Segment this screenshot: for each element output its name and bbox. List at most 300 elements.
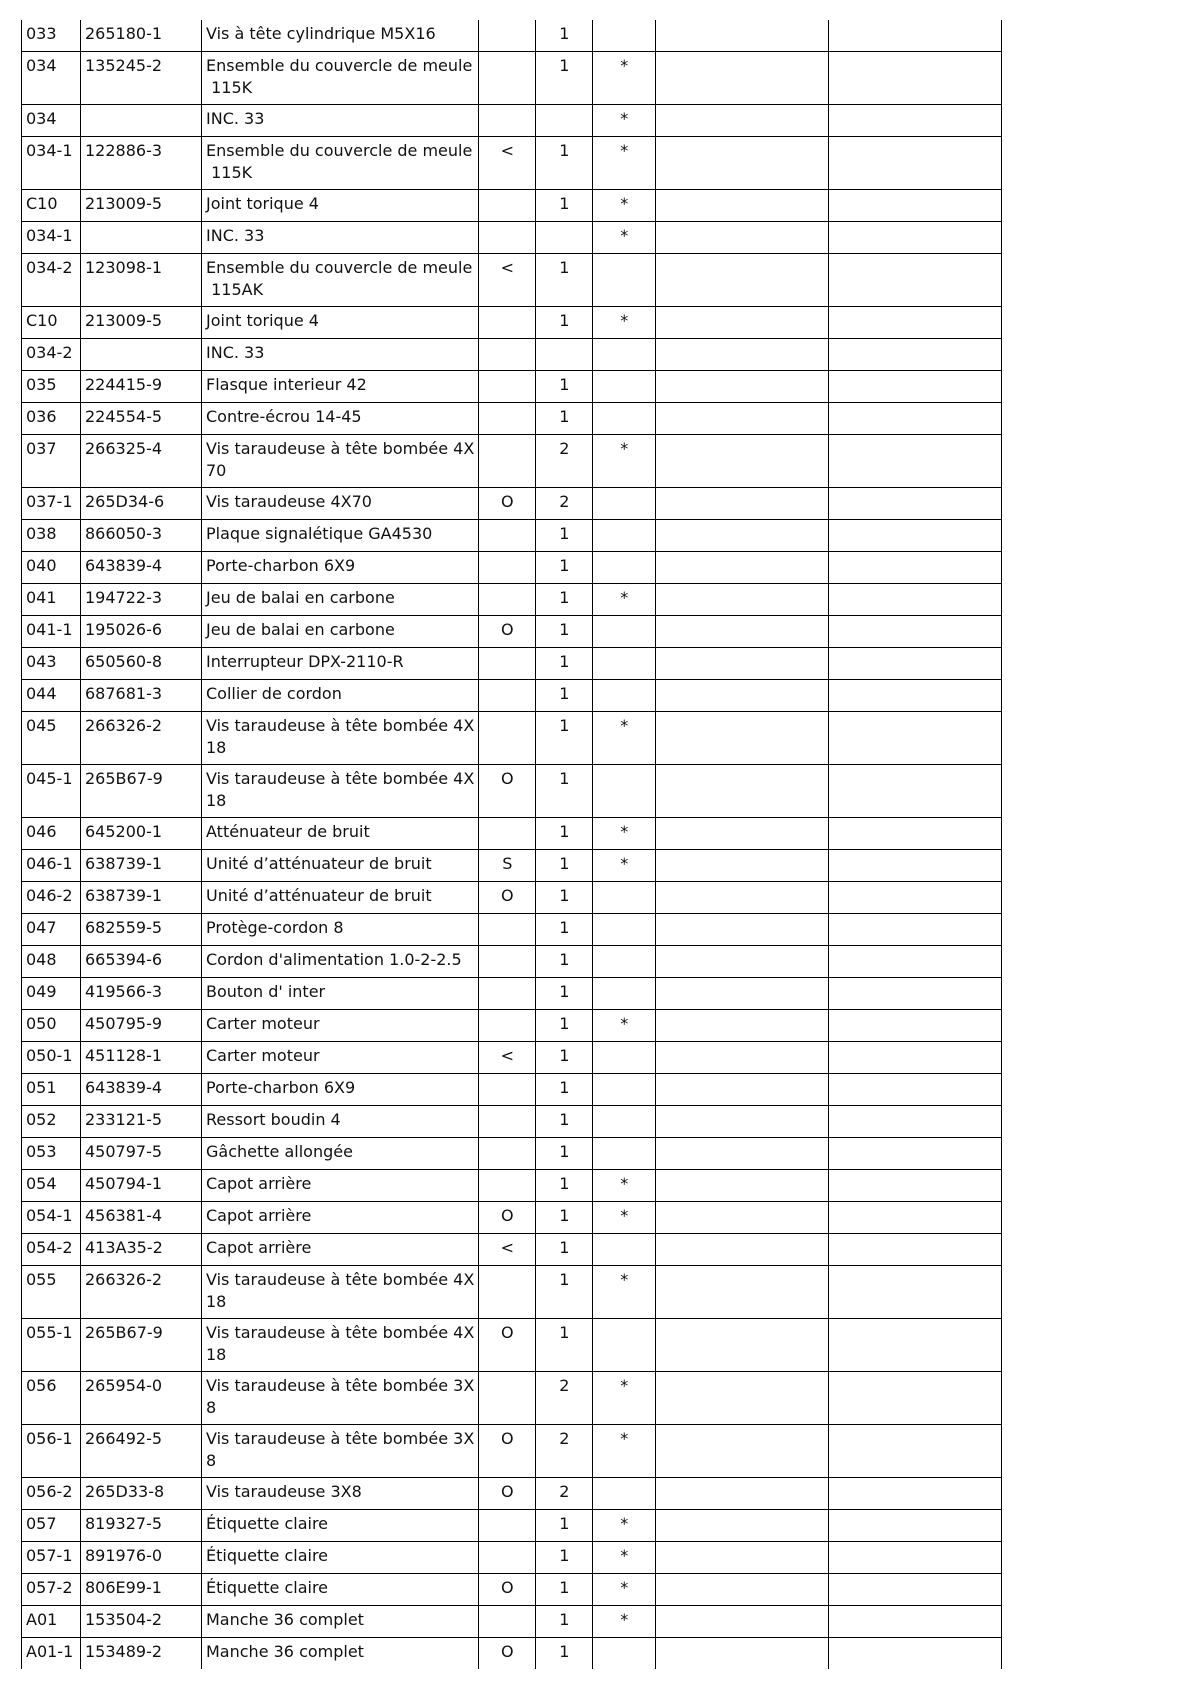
note-cell	[479, 914, 536, 946]
item-number-text: 038	[26, 524, 57, 543]
part-number-cell	[81, 584, 202, 616]
table-row	[22, 946, 1002, 978]
quantity-text: 1	[559, 56, 570, 75]
note-text	[483, 818, 531, 821]
quantity-text: 1	[559, 24, 570, 43]
flag-text: *	[620, 1376, 629, 1395]
blank-cell	[656, 1106, 829, 1138]
flag-text: *	[620, 1514, 629, 1533]
note-text	[483, 520, 531, 523]
description-text: Cordon d'alimentation 1.0-2-2.5	[206, 950, 462, 969]
flag-cell	[593, 584, 656, 616]
part-number-text: 213009-5	[85, 194, 163, 213]
quantity-cell	[536, 765, 593, 818]
blank-cell	[829, 435, 1002, 488]
description-text: Unité d’atténuateur de bruit	[206, 886, 432, 905]
quantity-cell	[536, 520, 593, 552]
note-text: <	[500, 141, 514, 160]
part-number-text: 643839-4	[85, 556, 163, 575]
blank-cell	[829, 488, 1002, 520]
part-number-cell	[81, 1542, 202, 1574]
table-row	[22, 1202, 1002, 1234]
flag-text: *	[620, 439, 629, 458]
quantity-cell	[536, 584, 593, 616]
description-text: Atténuateur de bruit	[206, 822, 370, 841]
flag-cell	[593, 339, 656, 371]
part-number-text: 643839-4	[85, 1078, 163, 1097]
blank-cell	[829, 850, 1002, 882]
quantity-cell	[536, 1074, 593, 1106]
part-number-text: 413A35-2	[85, 1238, 163, 1257]
flag-cell	[593, 1319, 656, 1372]
quantity-text	[540, 339, 588, 342]
description-text: Vis taraudeuse à tête bombée 4X 18	[206, 769, 475, 810]
item-number-cell	[22, 1010, 81, 1042]
description-cell	[202, 946, 479, 978]
part-number-cell	[81, 20, 202, 52]
blank-cell	[656, 222, 829, 254]
quantity-text: 1	[559, 684, 570, 703]
part-number-text: 195026-6	[85, 620, 163, 639]
description-text: Vis taraudeuse à tête bombée 4X 18	[206, 1323, 475, 1364]
table-row	[22, 552, 1002, 584]
item-number-cell	[22, 1234, 81, 1266]
description-cell	[202, 488, 479, 520]
table-row	[22, 1266, 1002, 1319]
note-text	[483, 712, 531, 715]
description-cell	[202, 339, 479, 371]
part-number-cell	[81, 371, 202, 403]
table-row	[22, 914, 1002, 946]
quantity-cell	[536, 978, 593, 1010]
description-cell	[202, 1106, 479, 1138]
quantity-text: 1	[559, 375, 570, 394]
blank-cell	[656, 488, 829, 520]
blank-cell	[829, 1074, 1002, 1106]
description-text: Collier de cordon	[206, 684, 342, 703]
item-number-cell	[22, 339, 81, 371]
note-text	[483, 914, 531, 917]
part-number-cell	[81, 946, 202, 978]
quantity-text: 1	[559, 822, 570, 841]
description-cell	[202, 52, 479, 105]
description-text: Vis taraudeuse à tête bombée 4X 18	[206, 716, 475, 757]
part-number-text: 645200-1	[85, 822, 163, 841]
table-row	[22, 254, 1002, 307]
item-number-cell	[22, 584, 81, 616]
item-number-text: 040	[26, 556, 57, 575]
table-row	[22, 1106, 1002, 1138]
item-number-text: 045	[26, 716, 57, 735]
description-cell	[202, 712, 479, 765]
quantity-cell	[536, 137, 593, 190]
part-number-cell	[81, 1574, 202, 1606]
blank-cell	[829, 307, 1002, 339]
item-number-cell	[22, 680, 81, 712]
flag-cell	[593, 765, 656, 818]
flag-text	[597, 1319, 651, 1322]
description-text: Vis taraudeuse 3X8	[206, 1482, 362, 1501]
blank-cell	[829, 1425, 1002, 1478]
quantity-text: 1	[559, 1206, 570, 1225]
item-number-text: 034-2	[26, 258, 73, 277]
part-number-cell	[81, 712, 202, 765]
description-text: Joint torique 4	[206, 194, 319, 213]
description-text: Gâchette allongée	[206, 1142, 353, 1161]
flag-cell	[593, 1266, 656, 1319]
blank-cell	[656, 1319, 829, 1372]
item-number-cell	[22, 1138, 81, 1170]
flag-text	[597, 1074, 651, 1077]
part-number-cell	[81, 520, 202, 552]
blank-cell	[656, 403, 829, 435]
flag-cell	[593, 371, 656, 403]
note-text	[483, 339, 531, 342]
table-row	[22, 616, 1002, 648]
flag-text: *	[620, 109, 629, 128]
note-text	[483, 1510, 531, 1513]
part-number-cell	[81, 339, 202, 371]
flag-cell	[593, 254, 656, 307]
blank-cell	[656, 1510, 829, 1542]
part-number-cell	[81, 403, 202, 435]
item-number-cell	[22, 20, 81, 52]
part-number-text: 265B67-9	[85, 1323, 163, 1342]
part-number-text: 456381-4	[85, 1206, 163, 1225]
note-cell	[479, 850, 536, 882]
item-number-text: 054-1	[26, 1206, 73, 1225]
quantity-text: 2	[559, 1429, 570, 1448]
flag-cell	[593, 307, 656, 339]
flag-text: *	[620, 1206, 629, 1225]
note-text	[483, 435, 531, 438]
part-number-text: 122886-3	[85, 141, 163, 160]
blank-cell	[829, 339, 1002, 371]
quantity-cell	[536, 1138, 593, 1170]
part-number-text: 891976-0	[85, 1546, 163, 1565]
blank-cell	[656, 978, 829, 1010]
description-cell	[202, 978, 479, 1010]
blank-cell	[656, 20, 829, 52]
description-text: Jeu de balai en carbone	[206, 620, 395, 639]
blank-cell	[829, 1234, 1002, 1266]
quantity-cell	[536, 1574, 593, 1606]
table-row	[22, 818, 1002, 850]
blank-cell	[656, 137, 829, 190]
quantity-text: 1	[559, 1174, 570, 1193]
part-number-cell	[81, 1510, 202, 1542]
part-number-text: 224415-9	[85, 375, 163, 394]
quantity-text: 1	[559, 1046, 570, 1065]
flag-cell	[593, 616, 656, 648]
blank-cell	[829, 105, 1002, 137]
description-text: Ensemble du couvercle de meule 115AK	[206, 258, 473, 299]
note-cell	[479, 190, 536, 222]
part-number-text: 194722-3	[85, 588, 163, 607]
table-row	[22, 648, 1002, 680]
quantity-text: 1	[559, 556, 570, 575]
description-cell	[202, 1319, 479, 1372]
item-number-cell	[22, 1042, 81, 1074]
description-text: Jeu de balai en carbone	[206, 588, 395, 607]
item-number-cell	[22, 254, 81, 307]
flag-cell	[593, 403, 656, 435]
description-text: Vis taraudeuse 4X70	[206, 492, 372, 511]
note-text: O	[500, 1323, 514, 1342]
part-number-cell	[81, 1042, 202, 1074]
table-row	[22, 712, 1002, 765]
description-cell	[202, 1138, 479, 1170]
note-text: S	[502, 854, 513, 873]
item-number-cell	[22, 552, 81, 584]
description-cell	[202, 1606, 479, 1638]
table-row	[22, 137, 1002, 190]
part-number-text: 266325-4	[85, 439, 163, 458]
item-number-text: 050	[26, 1014, 57, 1033]
table-row	[22, 1638, 1002, 1670]
note-text: O	[500, 886, 514, 905]
item-number-cell	[22, 1542, 81, 1574]
quantity-text	[540, 105, 588, 108]
blank-cell	[829, 190, 1002, 222]
quantity-text: 1	[559, 311, 570, 330]
flag-cell	[593, 1074, 656, 1106]
quantity-text: 1	[559, 141, 570, 160]
flag-cell	[593, 1234, 656, 1266]
item-number-cell	[22, 1266, 81, 1319]
blank-cell	[656, 1234, 829, 1266]
quantity-cell	[536, 680, 593, 712]
blank-cell	[829, 403, 1002, 435]
flag-text	[597, 1478, 651, 1481]
quantity-cell	[536, 105, 593, 137]
quantity-text: 2	[559, 1482, 570, 1501]
blank-cell	[656, 1138, 829, 1170]
description-cell	[202, 882, 479, 914]
description-cell	[202, 371, 479, 403]
part-number-text: 233121-5	[85, 1110, 163, 1129]
part-number-cell	[81, 882, 202, 914]
flag-text	[597, 339, 651, 342]
part-number-text: 265180-1	[85, 24, 163, 43]
note-cell	[479, 254, 536, 307]
note-text: O	[500, 1642, 514, 1661]
flag-text: *	[620, 854, 629, 873]
item-number-text: 057-2	[26, 1578, 73, 1597]
quantity-text: 1	[559, 982, 570, 1001]
table-row	[22, 520, 1002, 552]
part-number-cell	[81, 1138, 202, 1170]
quantity-text: 1	[559, 1078, 570, 1097]
quantity-cell	[536, 435, 593, 488]
item-number-text: 048	[26, 950, 57, 969]
note-text	[483, 1606, 531, 1609]
item-number-text: 055	[26, 1270, 57, 1289]
blank-cell	[656, 818, 829, 850]
blank-cell	[829, 1138, 1002, 1170]
quantity-cell	[536, 1106, 593, 1138]
note-cell	[479, 1074, 536, 1106]
quantity-text: 1	[559, 620, 570, 639]
table-row	[22, 1478, 1002, 1510]
part-number-text: 123098-1	[85, 258, 163, 277]
note-text	[483, 680, 531, 683]
blank-cell	[829, 137, 1002, 190]
blank-cell	[656, 1372, 829, 1425]
part-number-cell	[81, 680, 202, 712]
description-cell	[202, 105, 479, 137]
table-row	[22, 1074, 1002, 1106]
flag-cell	[593, 1010, 656, 1042]
item-number-cell	[22, 850, 81, 882]
table-row	[22, 1319, 1002, 1372]
part-number-cell	[81, 978, 202, 1010]
description-text: Ensemble du couvercle de meule 115K	[206, 56, 473, 97]
flag-text: *	[620, 1546, 629, 1565]
quantity-cell	[536, 1606, 593, 1638]
note-text: <	[500, 1238, 514, 1257]
blank-cell	[829, 520, 1002, 552]
quantity-cell	[536, 616, 593, 648]
note-text	[483, 978, 531, 981]
note-text: O	[500, 620, 514, 639]
blank-cell	[829, 648, 1002, 680]
blank-cell	[656, 1202, 829, 1234]
blank-cell	[656, 1638, 829, 1670]
part-number-text: 265D34-6	[85, 492, 165, 511]
quantity-cell	[536, 20, 593, 52]
flag-text	[597, 552, 651, 555]
description-cell	[202, 1234, 479, 1266]
note-text	[483, 946, 531, 949]
description-cell	[202, 616, 479, 648]
quantity-cell	[536, 222, 593, 254]
quantity-text: 1	[559, 524, 570, 543]
flag-text	[597, 1234, 651, 1237]
table-row	[22, 1606, 1002, 1638]
blank-cell	[829, 946, 1002, 978]
flag-cell	[593, 882, 656, 914]
item-number-text: 056-2	[26, 1482, 73, 1501]
flag-cell	[593, 1606, 656, 1638]
blank-cell	[656, 52, 829, 105]
item-number-text: A01-1	[26, 1642, 74, 1661]
part-number-cell	[81, 1372, 202, 1425]
note-cell	[479, 1638, 536, 1670]
part-number-cell	[81, 552, 202, 584]
item-number-text: 057	[26, 1514, 57, 1533]
blank-cell	[829, 52, 1002, 105]
blank-cell	[829, 1010, 1002, 1042]
table-row	[22, 1170, 1002, 1202]
part-number-cell	[81, 1010, 202, 1042]
item-number-text: A01	[26, 1610, 58, 1629]
part-number-text: 650560-8	[85, 652, 163, 671]
quantity-cell	[536, 818, 593, 850]
description-text: Porte-charbon 6X9	[206, 556, 356, 575]
item-number-cell	[22, 978, 81, 1010]
quantity-cell	[536, 946, 593, 978]
note-text	[483, 403, 531, 406]
blank-cell	[656, 1574, 829, 1606]
item-number-text: C10	[26, 194, 58, 213]
note-cell	[479, 946, 536, 978]
quantity-text: 1	[559, 1514, 570, 1533]
item-number-cell	[22, 1478, 81, 1510]
note-cell	[479, 765, 536, 818]
quantity-cell	[536, 403, 593, 435]
note-text	[483, 190, 531, 193]
description-text: Carter moteur	[206, 1046, 320, 1065]
flag-text: *	[620, 1174, 629, 1193]
description-text: Interrupteur DPX-2110-R	[206, 652, 404, 671]
item-number-text: 053	[26, 1142, 57, 1161]
description-text: Flasque interieur 42	[206, 375, 367, 394]
quantity-cell	[536, 882, 593, 914]
flag-text: *	[620, 226, 629, 245]
blank-cell	[656, 520, 829, 552]
item-number-cell	[22, 1106, 81, 1138]
quantity-cell	[536, 1202, 593, 1234]
part-number-text: 153504-2	[85, 1610, 163, 1629]
quantity-text: 1	[559, 1546, 570, 1565]
note-cell	[479, 1106, 536, 1138]
part-number-text: 265B67-9	[85, 769, 163, 788]
item-number-cell	[22, 882, 81, 914]
flag-cell	[593, 1574, 656, 1606]
description-cell	[202, 648, 479, 680]
flag-cell	[593, 222, 656, 254]
blank-cell	[829, 1638, 1002, 1670]
flag-cell	[593, 190, 656, 222]
note-cell	[479, 1510, 536, 1542]
flag-cell	[593, 488, 656, 520]
quantity-text: 1	[559, 769, 570, 788]
item-number-cell	[22, 520, 81, 552]
note-text	[483, 552, 531, 555]
item-number-cell	[22, 914, 81, 946]
item-number-text: 043	[26, 652, 57, 671]
note-cell	[479, 520, 536, 552]
quantity-text: 1	[559, 1642, 570, 1661]
part-number-cell	[81, 190, 202, 222]
quantity-cell	[536, 488, 593, 520]
quantity-cell	[536, 1478, 593, 1510]
table-row	[22, 1138, 1002, 1170]
part-number-text: 687681-3	[85, 684, 163, 703]
blank-cell	[829, 1202, 1002, 1234]
item-number-text: 046-2	[26, 886, 73, 905]
part-number-text: 665394-6	[85, 950, 163, 969]
description-cell	[202, 680, 479, 712]
part-number-text: 266492-5	[85, 1429, 163, 1448]
flag-cell	[593, 52, 656, 105]
note-text: O	[500, 1578, 514, 1597]
flag-cell	[593, 1478, 656, 1510]
flag-cell	[593, 105, 656, 137]
item-number-cell	[22, 1574, 81, 1606]
description-text: Joint torique 4	[206, 311, 319, 330]
description-text: Bouton d' inter	[206, 982, 326, 1001]
note-text	[483, 1266, 531, 1269]
item-number-cell	[22, 712, 81, 765]
part-number-cell	[81, 914, 202, 946]
flag-text: *	[620, 1578, 629, 1597]
blank-cell	[829, 680, 1002, 712]
quantity-cell	[536, 1542, 593, 1574]
flag-text	[597, 978, 651, 981]
item-number-text: 056-1	[26, 1429, 73, 1448]
